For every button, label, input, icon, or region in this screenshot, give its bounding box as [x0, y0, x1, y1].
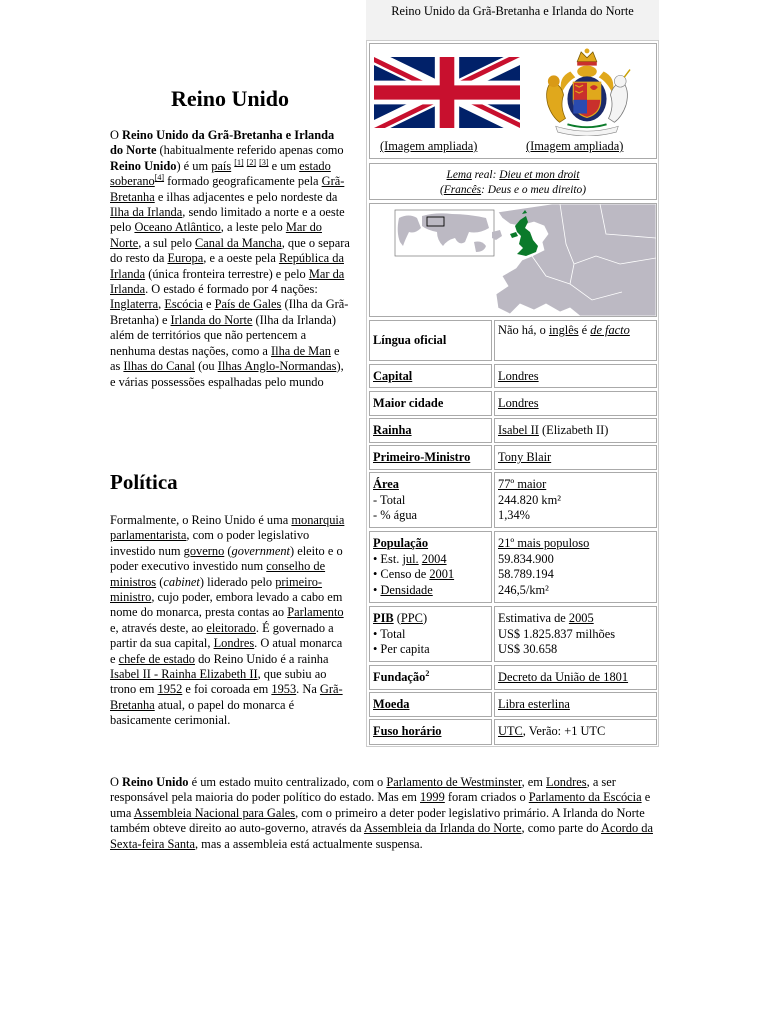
link-mar-do-norte[interactable]: Mar do Norte: [110, 220, 322, 250]
label-fuso-horario[interactable]: Fuso horário: [369, 719, 492, 745]
value-moeda[interactable]: Libra esterlina: [494, 692, 657, 717]
link-pais-de-gales[interactable]: País de Gales: [214, 297, 282, 312]
bold-short-name: Reino Unido: [110, 158, 177, 173]
link-republica-irlanda[interactable]: República da Irlanda: [110, 251, 344, 281]
link-parlamento[interactable]: Parlamento: [287, 605, 344, 620]
world-inset-map: [395, 210, 494, 256]
link-lema[interactable]: Lema: [446, 169, 472, 181]
value-populacao: 21º mais populoso 59.834.900 58.789.194 246,5/km²: [494, 531, 657, 603]
link-frances[interactable]: Francês: [443, 183, 482, 196]
link-2005[interactable]: 2005: [568, 611, 594, 625]
value-lingua-oficial: Não há, o inglês é de facto: [494, 320, 657, 361]
coat-enlarge-link[interactable]: (Imagem ampliada): [526, 139, 624, 153]
link-governo[interactable]: governo: [183, 543, 225, 558]
link-assembleia-irlanda-norte[interactable]: Assembleia da Irlanda do Norte: [363, 821, 522, 836]
link-oceano-atlantico[interactable]: Oceano Atlântico: [134, 220, 221, 235]
link-assembleia-gales[interactable]: Assembleia Nacional para Gales: [133, 805, 296, 820]
politics-paragraph-2: O Reino Unido é um estado muito centralizado, com o Parlamento de Westminster, em Londres, a ser responsável pela maioria do poder político do estado. Mas em 1999 foram criados o Parlamento da Escócia e uma Assembleia Nacional para Gales, com o primeiro a deter poder legislativo primário. A Irlanda do Norte também obteve direito ao auto-governo, através da Assembleia da Irlanda do Norte, como parte do Acordo da Sexta-feira Santa, mas a assembleia está actualmente suspensa.: [110, 775, 653, 851]
link-21-mais-populoso[interactable]: 21º mais populoso: [498, 536, 590, 550]
label-rainha[interactable]: Rainha: [369, 418, 492, 443]
label-lingua-oficial: Língua oficial: [369, 320, 492, 361]
link-londres[interactable]: Londres: [213, 636, 255, 651]
link-monarquia-parlamentarista[interactable]: monarquia parlamentarista: [110, 513, 345, 543]
page-title: Reino Unido: [171, 86, 289, 111]
link-acordo-sexta-feira-santa[interactable]: Acordo da Sexta-feira Santa: [110, 821, 653, 851]
link-primeiro-ministro[interactable]: primeiro-ministro: [110, 574, 323, 605]
label-populacao: População • Est. jul. 2004 • Censo de 2001 • Densidade: [369, 531, 492, 603]
link-ilha-irlanda[interactable]: Ilha da Irlanda: [110, 205, 183, 220]
link-chefe-de-estado[interactable]: chefe de estado: [118, 651, 195, 666]
label-pib: PIB (PPC) • Total • Per capita: [369, 606, 492, 662]
link-irlanda-do-norte[interactable]: Irlanda do Norte: [170, 312, 253, 327]
intro-paragraph: O Reino Unido da Grã-Bretanha e Irlanda do Norte (habitualmente referido apenas como Reino Unido) é um país [1] [2] [3] e um estado soberano[4] formado geograficamente pela Grã-Bretanha e ilhas adjacentes e pelo nordeste da Ilha da Irlanda, sendo limitado a norte e a oeste pelo Oceano Atlântico, a leste pelo Mar do Norte, a sul pelo Canal da Mancha, que o separa do resto da Europa, e a oeste pela República da Irlanda (única fronteira terrestre) e pelo Mar da Irlanda. O estado é formado por 4 nações: Inglaterra, Escócia e País de Gales (Ilha da Grã-Bretanha) e Irlanda do Norte (Ilha da Irlanda) além de territórios que não pertencem a nenhuma destas nações, como a Ilha de Man e as Ilhas do Canal (ou Ilhas Anglo-Normandas), e várias possessões espalhadas pelo mundo: [110, 128, 350, 389]
link-ilhas-do-canal[interactable]: Ilhas do Canal: [123, 359, 195, 374]
value-fuso-horario: UTC, Verão: +1 UTC: [494, 719, 657, 745]
bold-country-name: Reino Unido da Grã-Bretanha e Irlanda do Norte: [110, 128, 335, 158]
link-conselho-ministros[interactable]: conselho de ministros: [110, 559, 326, 589]
label-fundacao: Fundação$^2$: [369, 665, 492, 690]
link-jul[interactable]: jul.: [402, 551, 419, 566]
value-capital[interactable]: Londres: [494, 364, 657, 388]
link-77-maior[interactable]: 77º maior: [498, 477, 547, 491]
link-parlamento-westminster[interactable]: Parlamento de Westminster: [386, 775, 522, 789]
link-pib[interactable]: PIB: [373, 611, 394, 625]
link-2004[interactable]: 2004: [421, 551, 447, 566]
union-jack-flag-icon[interactable]: [374, 57, 520, 128]
ref-2[interactable]: [2]: [246, 157, 257, 167]
link-pais[interactable]: país: [211, 158, 232, 173]
link-europa[interactable]: Europa: [167, 251, 204, 266]
value-rainha: Isabel II (Elizabeth II): [494, 418, 657, 443]
link-1952[interactable]: 1952: [157, 682, 183, 697]
ref-1[interactable]: [1]: [234, 157, 244, 167]
link-gra-bretanha-2[interactable]: Grã-Bretanha: [110, 682, 343, 712]
label-maior-cidade: Maior cidade: [369, 391, 492, 416]
value-area: 77º maior 244.820 km² 1,34%: [494, 472, 657, 528]
link-isabel-ii-infobox[interactable]: Isabel II: [498, 423, 539, 437]
link-de-facto[interactable]: de facto: [590, 323, 630, 337]
link-ilha-de-man[interactable]: Ilha de Man: [271, 343, 331, 358]
link-ilhas-anglo-normandas[interactable]: Ilhas Anglo-Normandas: [217, 359, 337, 374]
royal-coat-of-arms-icon[interactable]: [538, 48, 636, 136]
link-gra-bretanha[interactable]: Grã-Bretanha: [110, 174, 345, 204]
italic-cabinet: cabinet: [163, 574, 200, 589]
infobox-caption: Reino Unido da Grã-Bretanha e Irlanda do Norte: [366, 0, 659, 40]
label-area: Área - Total - % água: [369, 472, 492, 528]
link-utc[interactable]: UTC: [498, 724, 523, 738]
link-ppc[interactable]: PPC: [400, 611, 423, 625]
link-ingles[interactable]: inglês: [548, 323, 579, 337]
link-inglaterra[interactable]: Inglaterra: [110, 297, 159, 312]
ref-3[interactable]: [3]: [259, 157, 269, 167]
link-densidade[interactable]: Densidade: [380, 582, 433, 597]
label-moeda[interactable]: Moeda: [369, 692, 492, 717]
link-eleitorado[interactable]: eleitorado: [206, 620, 256, 635]
section-heading-politica: Política: [110, 470, 178, 494]
link-area[interactable]: Área: [373, 477, 399, 491]
link-londres-2[interactable]: Londres: [546, 775, 587, 789]
link-dieu-et-mon-droit[interactable]: Dieu et mon droit: [499, 169, 580, 181]
politics-paragraph-1: Formalmente, o Reino Unido é uma monarquia parlamentarista, com o poder legislativo investido num governo (government) eleito e o poder executivo investido num conselho de ministros (cabinet) liderado pelo primeiro-ministro, cujo poder, embora levado a cabo em nome do monarca, presta contas ao Parlamento e, através deste, ao eleitorado. É governado a partir da sua capital, Londres. O atual monarca e chefe de estado do Reino Unido é a rainha Isabel II - Rainha Elizabeth II, que subiu ao trono em 1952 e foi coroada em 1953. Na Grã-Bretanha atual, o papel do monarca é basicamente cerimonial.: [110, 513, 345, 728]
location-map[interactable]: [370, 204, 656, 316]
value-fundacao[interactable]: Decreto da União de 1801: [494, 665, 657, 690]
link-populacao[interactable]: População: [373, 536, 429, 550]
label-primeiro-ministro[interactable]: Primeiro-Ministro: [369, 445, 492, 470]
value-primeiro-ministro[interactable]: Tony Blair: [494, 445, 657, 470]
infobox-motto: Lema real: Dieu et mon droit (Francês: Deus e o meu direito): [369, 163, 657, 200]
ref-4[interactable]: [4]: [154, 173, 165, 183]
italic-government: government: [231, 543, 290, 558]
value-pib: Estimativa de 2005 US$ 1.825.837 milhões US$ 30.658: [494, 606, 657, 662]
link-2001[interactable]: 2001: [429, 567, 455, 582]
label-capital[interactable]: Capital: [369, 364, 492, 388]
link-isabel-ii[interactable]: Isabel II - Rainha Elizabeth II: [110, 667, 258, 682]
link-mar-irlanda[interactable]: Mar da Irlanda: [110, 266, 345, 297]
bold-reino-unido: Reino Unido: [122, 775, 189, 789]
link-parlamento-escocia[interactable]: Parlamento da Escócia: [528, 790, 642, 805]
link-canal-mancha[interactable]: Canal da Mancha: [195, 235, 282, 250]
link-1953[interactable]: 1953: [271, 682, 297, 697]
link-estado-soberano[interactable]: estado soberano: [110, 158, 331, 189]
link-1999[interactable]: 1999: [420, 790, 445, 805]
value-maior-cidade[interactable]: Londres: [494, 391, 657, 416]
link-escocia[interactable]: Escócia: [164, 297, 203, 312]
flag-enlarge-link[interactable]: (Imagem ampliada): [380, 139, 478, 153]
